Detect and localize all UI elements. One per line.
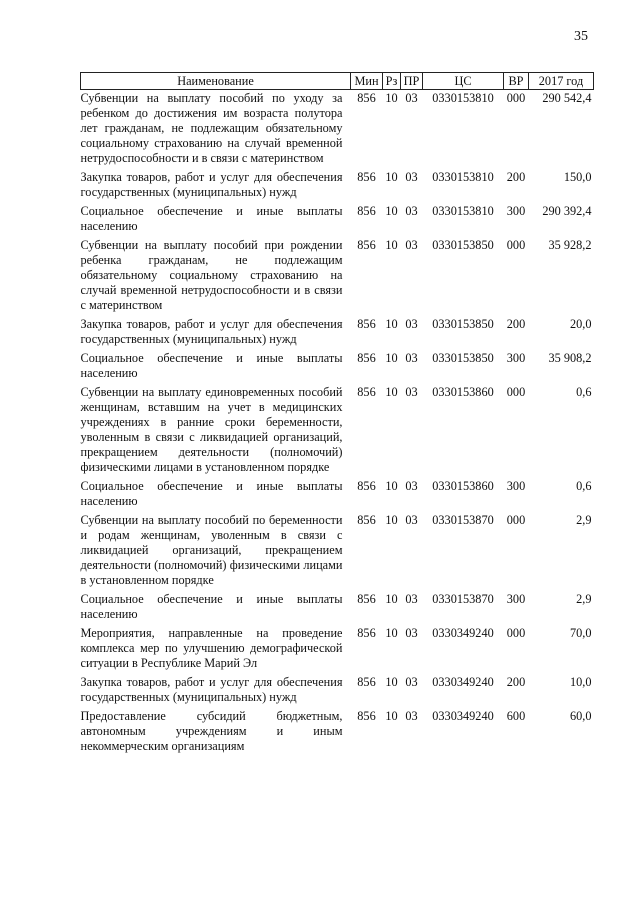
header-vr: ВР bbox=[504, 73, 529, 90]
cell-name: Социальное обеспечение и иные выплаты населению bbox=[80, 204, 343, 233]
cell-vr: 000 bbox=[506, 626, 526, 640]
cell-amount: 35 908,2 bbox=[548, 351, 592, 365]
cell-name: Социальное обеспечение и иные выплаты населению bbox=[80, 592, 343, 621]
cell-name: Закупка товаров, работ и услуг для обеспечения государственных (муниципальных) нужд bbox=[80, 170, 343, 199]
cell-pr: 03 bbox=[405, 91, 418, 105]
cell-vr: 000 bbox=[506, 238, 526, 252]
header-year: 2017 год bbox=[529, 73, 594, 90]
table-row bbox=[81, 90, 594, 170]
cell-min: 856 bbox=[357, 204, 376, 218]
cell-amount: 10,0 bbox=[569, 675, 592, 689]
cell-cs: 0330153870 bbox=[432, 513, 494, 527]
cell-pr: 03 bbox=[405, 317, 418, 331]
cell-amount: 2,9 bbox=[576, 513, 592, 527]
cell-name: Субвенции на выплату единовременных пособий женщинам, вставшим на учет в медицинских учреждениях в ранние сроки беременности, уволенным в связи с ликвидацией организаций, прекращением деятельности (полномочий) физическими лицами в установленном порядке bbox=[80, 385, 343, 474]
cell-min: 856 bbox=[357, 479, 376, 493]
cell-min: 856 bbox=[357, 317, 376, 331]
cell-min: 856 bbox=[357, 675, 376, 689]
cell-rz: 10 bbox=[385, 91, 398, 105]
header-min: Мин bbox=[351, 73, 383, 90]
table-row bbox=[81, 591, 594, 625]
cell-name: Социальное обеспечение и иные выплаты населению bbox=[80, 351, 343, 380]
budget-table bbox=[80, 72, 594, 757]
cell-pr: 03 bbox=[405, 479, 418, 493]
cell-rz: 10 bbox=[385, 170, 398, 184]
cell-pr: 03 bbox=[405, 626, 418, 640]
cell-rz: 10 bbox=[385, 513, 398, 527]
cell-cs: 0330153810 bbox=[432, 204, 494, 218]
table-row bbox=[81, 674, 594, 708]
cell-amount: 20,0 bbox=[569, 317, 592, 331]
cell-vr: 000 bbox=[506, 91, 526, 105]
cell-vr: 300 bbox=[506, 479, 526, 493]
cell-rz: 10 bbox=[385, 675, 398, 689]
cell-amount: 0,6 bbox=[576, 385, 592, 399]
cell-rz: 10 bbox=[385, 626, 398, 640]
cell-cs: 0330153850 bbox=[432, 317, 494, 331]
cell-cs: 0330349240 bbox=[432, 709, 494, 723]
cell-name: Субвенции на выплату пособий по уходу за ребенком до достижения им возраста полутора лет гражданам, не подлежащим обязательному социальному страхованию на случай временной нетрудоспособности и в связи с материнством bbox=[80, 91, 343, 165]
cell-pr: 03 bbox=[405, 513, 418, 527]
header-pr: ПР bbox=[401, 73, 423, 90]
cell-vr: 600 bbox=[506, 709, 526, 723]
cell-amount: 290 392,4 bbox=[542, 204, 592, 218]
cell-pr: 03 bbox=[405, 709, 418, 723]
cell-pr: 03 bbox=[405, 385, 418, 399]
header-cs: ЦС bbox=[423, 73, 504, 90]
cell-pr: 03 bbox=[405, 238, 418, 252]
cell-min: 856 bbox=[357, 238, 376, 252]
page-number: 35 bbox=[574, 29, 588, 44]
cell-amount: 290 542,4 bbox=[542, 91, 592, 105]
cell-pr: 03 bbox=[405, 675, 418, 689]
cell-vr: 300 bbox=[506, 204, 526, 218]
cell-min: 856 bbox=[357, 170, 376, 184]
cell-min: 856 bbox=[357, 91, 376, 105]
table-row bbox=[81, 350, 594, 384]
cell-amount: 35 928,2 bbox=[548, 238, 592, 252]
cell-cs: 0330153870 bbox=[432, 592, 494, 606]
cell-min: 856 bbox=[357, 513, 376, 527]
cell-cs: 0330153810 bbox=[432, 91, 494, 105]
header-name: Наименование bbox=[81, 73, 351, 90]
table-row bbox=[81, 169, 594, 203]
cell-rz: 10 bbox=[385, 709, 398, 723]
cell-rz: 10 bbox=[385, 479, 398, 493]
table-row bbox=[81, 625, 594, 674]
cell-cs: 0330349240 bbox=[432, 675, 494, 689]
cell-name: Предоставление субсидий бюджетным, автономным учреждениям и иным некоммерческим организациям bbox=[80, 709, 343, 753]
cell-name: Субвенции на выплату пособий при рождении ребенка гражданам, не подлежащим обязательному социальному страхованию на случай временной нетрудоспособности и в связи с материнством bbox=[80, 238, 343, 312]
cell-rz: 10 bbox=[385, 238, 398, 252]
cell-amount: 70,0 bbox=[569, 626, 592, 640]
cell-min: 856 bbox=[357, 385, 376, 399]
cell-min: 856 bbox=[357, 709, 376, 723]
cell-vr: 000 bbox=[506, 513, 526, 527]
table-body bbox=[81, 90, 594, 758]
table-row bbox=[81, 512, 594, 591]
table-row bbox=[81, 203, 594, 237]
cell-cs: 0330153860 bbox=[432, 479, 494, 493]
cell-name: Закупка товаров, работ и услуг для обеспечения государственных (муниципальных) нужд bbox=[80, 317, 343, 346]
cell-rz: 10 bbox=[385, 592, 398, 606]
cell-amount: 0,6 bbox=[576, 479, 592, 493]
table-row bbox=[81, 237, 594, 316]
header-rz: Рз bbox=[383, 73, 401, 90]
cell-vr: 200 bbox=[506, 317, 526, 331]
cell-min: 856 bbox=[357, 626, 376, 640]
table-row bbox=[81, 478, 594, 512]
cell-cs: 0330153850 bbox=[432, 351, 494, 365]
table-header bbox=[81, 73, 594, 90]
cell-min: 856 bbox=[357, 592, 376, 606]
cell-pr: 03 bbox=[405, 351, 418, 365]
cell-name: Закупка товаров, работ и услуг для обеспечения государственных (муниципальных) нужд bbox=[80, 675, 343, 704]
cell-cs: 0330153860 bbox=[432, 385, 494, 399]
cell-cs: 0330349240 bbox=[432, 626, 494, 640]
cell-min: 856 bbox=[357, 351, 376, 365]
cell-amount: 2,9 bbox=[576, 592, 592, 606]
cell-rz: 10 bbox=[385, 351, 398, 365]
cell-rz: 10 bbox=[385, 385, 398, 399]
cell-name: Мероприятия, направленные на проведение комплекса мер по улучшению демографической ситуации в Республике Марий Эл bbox=[80, 626, 343, 670]
cell-rz: 10 bbox=[385, 204, 398, 218]
table-row bbox=[81, 316, 594, 350]
cell-pr: 03 bbox=[405, 592, 418, 606]
cell-vr: 300 bbox=[506, 351, 526, 365]
cell-cs: 0330153810 bbox=[432, 170, 494, 184]
cell-vr: 300 bbox=[506, 592, 526, 606]
cell-name: Социальное обеспечение и иные выплаты населению bbox=[80, 479, 343, 508]
cell-amount: 150,0 bbox=[563, 170, 592, 184]
cell-vr: 000 bbox=[506, 385, 526, 399]
cell-amount: 60,0 bbox=[569, 709, 592, 723]
cell-name: Субвенции на выплату пособий по беременности и родам женщинам, уволенным в связи с ликвидацией организаций, прекращением деятельности (полномочий) физическими лицами в установленном порядке bbox=[80, 513, 343, 587]
cell-cs: 0330153850 bbox=[432, 238, 494, 252]
cell-vr: 200 bbox=[506, 170, 526, 184]
cell-rz: 10 bbox=[385, 317, 398, 331]
cell-pr: 03 bbox=[405, 170, 418, 184]
cell-pr: 03 bbox=[405, 204, 418, 218]
cell-vr: 200 bbox=[506, 675, 526, 689]
table-row bbox=[81, 384, 594, 478]
header-row bbox=[81, 73, 594, 90]
table-row bbox=[81, 708, 594, 757]
